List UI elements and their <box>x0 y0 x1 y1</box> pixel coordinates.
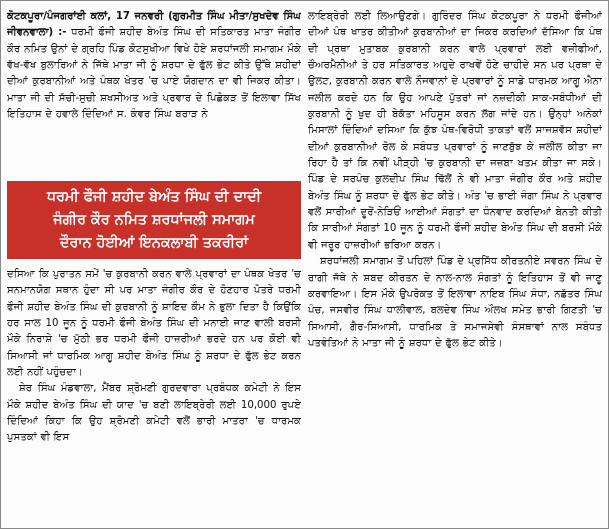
left-paragraph-1: ਧਰਮੀ ਫੌਜੀ ਸ਼ਹੀਦ ਬੇਅੰਤ ਸਿੰਘ ਦੀ ਸਤਿਕਾਰਤ ਮਾਤਾ ਜੰਗੀਰ ਕੌਰ ਨਮਿਤ ਉਨਾਂ ਦੇ ਗ੍ਰਹਿ ਪਿੰਡ ਕੋਟਸੁਖੀਆ ਵਿਖੇ ਹੋਏ ਸ਼ਰਧਾਂਜਲੀ ਸਮਾਗਮ ਮੌਕੇ ਵੱਖ-ਵੱਖ ਬੁਲਾਰਿਆਂ ਨੇ ਜਿੱਥੇ ਮਾਤਾ ਜੀ ਨੂੰ ਸ਼ਰਧਾ ਦੇ ਫੁੱਲ ਭੇਟ ਕੀਤੇ ਉੱਥੇ ਸ਼ਹੀਦਾਂ ਦੀਆਂ ਕੁਰਬਾਨੀਆਂ ਅਤੇ ਪੰਥਕ ਖੇਤਰ 'ਚ ਪਾਏ ਯੋਗਦਾਨ ਦਾ ਵੀ ਜਿਕਰ ਕੀਤਾ। ਮਾਤਾ ਜੀ ਦੀ ਸੱਚੀ-ਸੁਚੀ ਸ਼ਖਸੀਅਤ ਅਤੇ ਪ੍ਰਵਾਰ ਦੇ ਪਿਛੋਕੜ ਤੋਂ ਇਲਾਵਾ ਸਿੱਖ ਇਤਿਹਾਸ ਦੇ ਹਵਾਲੇ ਦਿੰਦਿਆਂ ਸ. ਕੰਵਰ ਸਿੰਘ ਬਰਾੜ ਨੇ <box>7 27 301 121</box>
headline-line-1: ਧਰਮੀ ਫੌਜੀ ਸ਼ਹੀਦ ਬੇਅੰਤ ਸਿੰਘ ਦੀ ਦਾਦੀ <box>46 188 262 205</box>
right-paragraph-1: ਲਾਇਬ੍ਰੇਰੀ ਲਈ ਲਿਆਉਣਗੇ। ਗੁਰਿੰਦਰ ਸਿੰਘ ਕੋਟਕਪੂਰਾ ਨੇ ਧਰਮੀ ਫੌਜੀਆਂ ਦੀਆਂ ਪੰਥ ਖਾਤਰ ਕੀਤੀਆਂ ਕੁਰਬਾਨੀਆਂ ਦਾ ਜਿਕਰ ਕਰਦਿਆਂ ਦੱਸਿਆ ਕਿ ਪੰਥ ਦੀ ਪ੍ਰਥਾ ਮੁਤਾਬਕ ਕੁਰਬਾਨੀ ਕਰਨ ਵਾਲੇ ਪ੍ਰਵਾਰਾਂ ਲਈ ਵਜ਼ੀਫੀਆਂ, ਚੌਅਰਮੈਨੀਆਂ ਤੇ ਹਰ ਸਤਿਕਾਰਤ ਅਹੁਦੇ ਰਾਖਵੇਂ ਹੋਣੇ ਚਾਹੀਦੇ ਸਨ ਪਰ ਪ੍ਰਥਾ ਦੇ ਉਲਟ, ਕੁਰਬਾਨੀ ਕਰਨ ਵਾਲੇ ਨੌਜਵਾਨਾਂ ਦੇ ਪ੍ਰਵਾਰਾਂ ਨੂੰ ਸਾਡੇ ਧਾਰਮਕ ਆਗੂ ਐਨਾ ਜਲੀਲ ਕਰਦੇ ਹਨ ਕਿ ਉਹ ਆਪਣੇ ਪੁੱਤਰਾਂ ਜਾਂ ਨਜ਼ਦੀਕੀ ਸਾਕ-ਸਬੰਧੀਆਂ ਦੀ ਕੁਰਬਾਨੀ ਨੂੰ ਖੁਦ ਹੀ ਬੇਕੱਤਾ ਮਹਿਸੂਸ ਕਰਨ ਲੱਗ ਜਾਂਦੇ ਹਨ। ਉਨ੍ਹਾਂ ਅਨੇਕਾਂ ਮਿਸਾਲਾਂ ਦਿੰਦਿਆਂ ਦਸਿਆ ਕਿ ਕੁੱਝ ਪੰਥ-ਵਿਰੋਧੀ ਤਾਕਤਾਂ ਵਲੋਂ ਸਾਜਸ਼ਵੱਸ ਸ਼ਹੀਦਾਂ ਦੀਆਂ ਕੁਰਬਾਨੀਆਂ ਰੋਲ ਕੇ ਸਬੰਧਤ ਪ੍ਰਵਾਰਾਂ ਨੂੰ ਜਾਣਬੁੱਝ ਕੇ ਜਲੀਲ ਕੀਤਾ ਜਾ ਰਿਹਾ ਹੈ ਤਾਂ ਕਿ ਨਵੀਂ ਪੀੜ੍ਹੀ 'ਚ ਕੁਰਬਾਨੀ ਦਾ ਜਜ਼ਬਾ ਖਤਮ ਕੀਤਾ ਜਾ ਸਕੇ। ਪਿੰਡ ਦੇ ਸਰਪੰਚ ਕੁਲਦੀਪ ਸਿੰਘ ਢਿੱਲੋਂ ਨੇ ਵੀ ਮਾਤਾ ਜੰਗੀਰ ਕੌਰ ਅਤੇ ਸ਼ਹੀਦ ਬੇਅੰਤ ਸਿੰਘ ਨੂੰ ਸ਼ਰਧਾ ਦੇ ਫੁੱਲ ਭੇਟ ਕੀਤੇ। ਅੰਤ 'ਚ ਭਾਈ ਜੰਗਾ ਸਿੰਘ ਨੇ ਪ੍ਰਵਾਰ ਵਲੋਂ ਸਾਰੀਆਂ ਦੂਰੋਂ-ਨੇੜਿਓਂ ਆਈਆਂ ਸੰਗਤਾਂ ਦਾ ਧੰਨਵਾਦ ਕਰਦਿਆਂ ਬੇਨਤੀ ਕੀਤੀ ਕਿ ਸਾਰੀਆਂ ਸੰਗਤਾਂ 10 ਜੂਨ ਨੂੰ ਧਰਮੀ ਫੌਜੀ ਸ਼ਹੀਦ ਬੇਅੰਤ ਸਿੰਘ ਦੀ ਬਰਸੀ ਮੌਕੇ ਵੀ ਜਰੂਰ ਹਾਜ਼ਰੀਆਂ ਭਰਿਆ ਕਰਨ। <box>308 11 602 251</box>
headline-line-3: ਦੌਰਾਨ ਹੋਈਆਂ ਇਨਕਲਾਬੀ ਤਕਰੀਰਾਂ <box>59 234 249 251</box>
left-column-lower <box>7 267 301 522</box>
article-lead <box>7 9 301 123</box>
left-paragraph-3: ਸ਼ੇਰ ਸਿੰਘ ਮੰਡਵਾਲਾ, ਮੈਂਬਰ ਸ਼੍ਰੋਮਣੀ ਗੁਰਦਵਾਰਾ ਪ੍ਰਬੰਧਕ ਕਮੇਟੀ ਨੇ ਇਸ ਮੌਕੇ ਸ਼ਹੀਦ ਬੇਅੰਤ ਸਿੰਘ ਦੀ ਯਾਦ 'ਚ ਬਣੀ ਲਾਇਬ੍ਰੇਰੀ ਲਈ 10,000 ਰੁਪਏ ਦਿੰਦਿਆਂ ਕਿਹਾ ਕਿ ਉਹ ਸ਼੍ਰੋਮਣੀ ਕਮੇਟੀ ਵਲੋਂ ਭਾਰੀ ਮਾਤਰਾ 'ਚ ਧਾਰਮਕ ਪੁਸਤਕਾਂ ਵੀ ਇਸ <box>7 383 301 444</box>
headline-box <box>7 181 301 259</box>
headline-line-2: ਜੰਗੀਰ ਕੌਰ ਨਮਿਤ ਸ਼ਰਧਾਂਜਲੀ ਸਮਾਗਮ <box>53 211 255 228</box>
right-column <box>308 9 602 522</box>
right-paragraph-2: ਸ਼ਰਧਾਂਜਲੀ ਸਮਾਗਮ ਤੋਂ ਪਹਿਲਾਂ ਪਿੰਡ ਦੇ ਪ੍ਰਸਿੱਧ ਕੀਰਤਨੀਏ ਸਵਰਨ ਸਿੰਘ ਦੇ ਰਾਗੀ ਜੱਥੇ ਨੇ ਸ਼ਬਦ ਕੀਰਤਨ ਦੇ ਨਾਲ-ਨਾਲ ਸੰਗਤਾਂ ਨੂੰ ਇਤਿਹਾਸ ਤੋਂ ਵੀ ਜਾਣੂ ਕਰਵਾਇਆ। ਇਸ ਮੌਕੇ ਉਪਰੋਕਤ ਤੋਂ ਇਲਾਵਾ ਨਾਇਬ ਸਿੰਘ ਸੰਧਾ, ਨਛੱਤਰ ਸਿੰਘ ਪੰਚ, ਜਸਵੀਰ ਸਿੰਘ ਧਾਲੀਵਾਲ, ਬਲਦੇਵ ਸਿੰਘ ਔਲਖ ਸਮੇਤ ਭਾਰੀ ਗਿਣਤੀ 'ਚ ਸਿਆਸੀ, ਗੈਰ-ਸਿਆਸੀ, ਧਾਰਮਿਕ ਤੇ ਸਮਾਜਸੇਵੀ ਸੰਸਥਾਵਾਂ ਨਾਲ ਸਬੰਧਤ ਪਤਵੰਤਿਆਂ ਨੇ ਮਾਤਾ ਜੀ ਨੂੰ ਸ਼ਰਧਾ ਦੇ ਫੁੱਲ ਭੇਟ ਕੀਤੇ। <box>308 256 602 349</box>
dateline: ਕੋਟਕਪੂਰਾ/ਪੰਜਗਰਾਂਈ ਕਲਾਂ, 17 ਜਨਵਰੀ (ਗੁਰਮੀਤ ਸਿੰਘ ਮੀਤਾ/ਸੁਖਦੇਵ ਸਿੰਘ ਜੀਵਨਵਾਲਾ) :- <box>7 11 301 39</box>
left-paragraph-2: ਦਸਿਆ ਕਿ ਪੁਰਾਤਨ ਸਮੇਂ 'ਚ ਕੁਰਬਾਨੀ ਕਰਨ ਵਾਲੇ ਪ੍ਰਵਾਰਾਂ ਦਾ ਪੰਥਕ ਖੇਤਰ 'ਚ ਸਨਮਾਨਯੋਗ ਸਥਾਨ ਹੁੰਦਾ ਸੀ ਪਰ ਮਾਤਾ ਜੰਗੀਰ ਕੌਰ ਦੇ ਹੋਣਹਾਰ ਪੋਤਰੇ ਧਰਮੀ ਫੌਜੀ ਸ਼ਹੀਦ ਬੇਅੰਤ ਸਿੰਘ ਦੀ ਕੁਰਬਾਨੀ ਨੂੰ ਸ਼ਾਇਦ ਕੌਮ ਨੇ ਭੁਲਾ ਦਿਤਾ ਹੈ ਕਿਉਂਕਿ ਹਰ ਸਾਲ 10 ਜੂਨ ਨੂੰ ਧਰਮੀ ਫੌਜੀ ਬੇਅੰਤ ਸਿੰਘ ਦੀ ਮਨਾਈ ਜਾਣ ਵਾਲੀ ਬਰਸੀ ਮੌਕੇ ਨਿਰਾਸ਼ੇ 'ਚ ਮੁੱਠੀ ਭਰ ਧਰਮੀ ਫੌਜੀ ਹਾਜ਼ਰੀਆਂ ਭਰਦੇ ਹਨ ਪਰ ਕੋਈ ਵੀ ਸਿਆਸੀ ਜਾਂ ਧਾਰਮਿਕ ਆਗੂ ਸ਼ਹੀਦ ਬੇਅੰਤ ਸਿੰਘ ਨੂੰ ਸ਼ਰਧਾ ਦੇ ਫੁੱਲ ਭੇਟ ਕਰਨ ਲਈ ਨਹੀਂ ਪਹੁੰਚਦਾ। <box>7 269 301 379</box>
